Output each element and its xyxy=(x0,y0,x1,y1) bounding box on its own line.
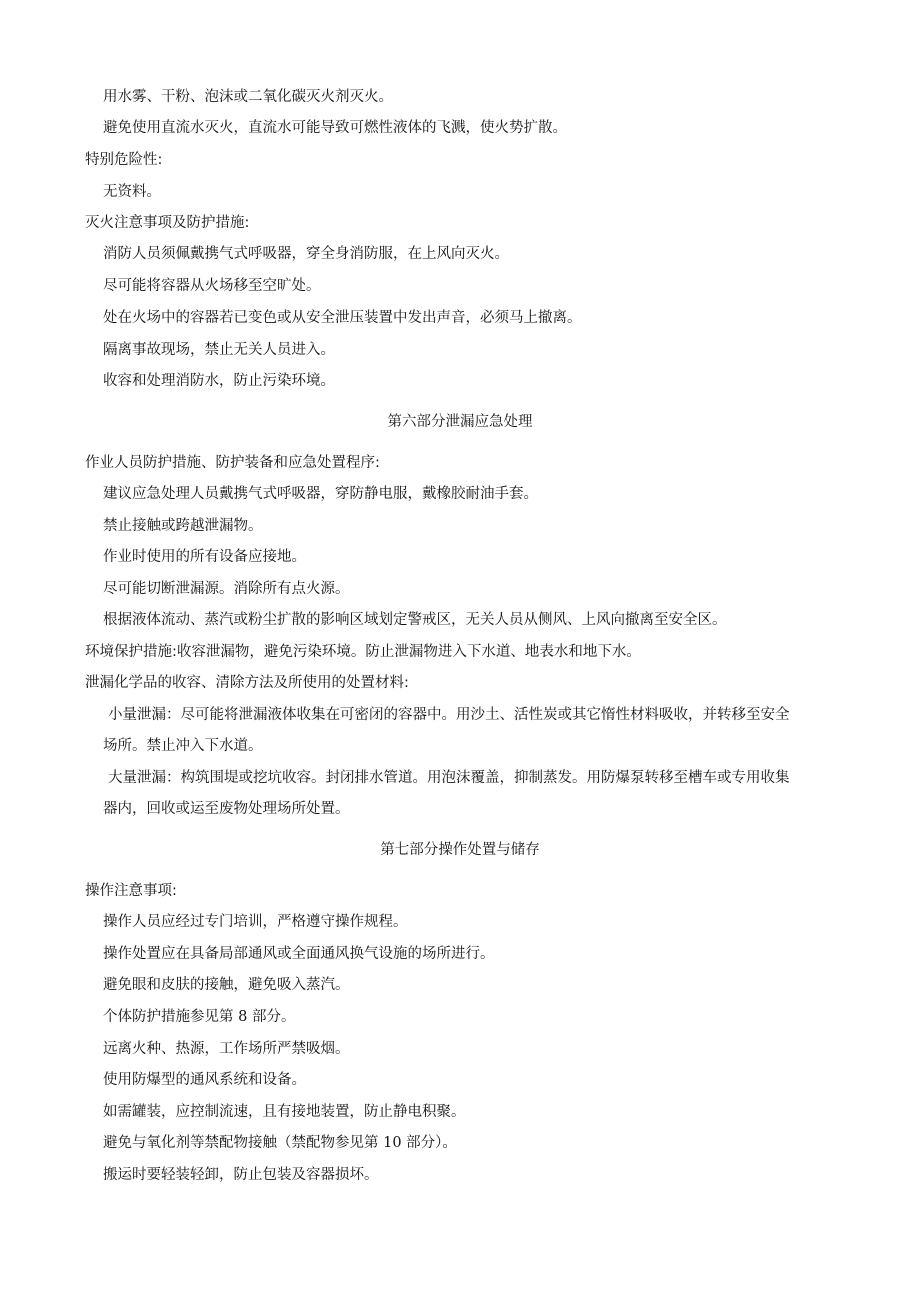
personnel-item: 尽可能切断泄漏源。消除所有点火源。 xyxy=(103,581,350,597)
special-hazard-text: 无资料。 xyxy=(103,184,161,200)
fire-precaution-item: 收容和处理消防水，防止污染环境。 xyxy=(103,373,335,389)
small-spill-text-cont: 场所。禁止冲入下水道。 xyxy=(103,738,263,754)
large-spill-text-cont: 器内，回收或运至废物处理场所处置。 xyxy=(103,801,350,817)
environment-protection-line xyxy=(85,642,641,662)
large-spill-text: 大量泄漏：构筑围堤或挖坑收容。封闭排水管道。用泡沫覆盖，抑制蒸发。用防爆泵转移至槽车或专用收集 xyxy=(108,770,790,786)
handling-item: 操作人员应经过专门培训，严格遵守操作规程。 xyxy=(103,914,408,930)
section-7-title: 第七部分操作处置与储存 xyxy=(380,842,540,858)
fire-precaution-item: 隔离事故现场，禁止无关人员进入。 xyxy=(103,342,335,358)
handling-item: 远离火种、热源，工作场所严禁吸烟。 xyxy=(103,1041,350,1057)
handling-item: 如需罐装，应控制流速，且有接地装置，防止静电积聚。 xyxy=(103,1104,466,1120)
small-spill-text: 小量泄漏：尽可能将泄漏液体收集在可密闭的容器中。用沙土、活性炭或其它惰性材料吸收，并转移至安全 xyxy=(108,707,790,723)
spill-cleanup-heading: 泄漏化学品的收容、清除方法及所使用的处置材料: xyxy=(85,675,409,691)
personnel-item: 作业时使用的所有设备应接地。 xyxy=(103,549,306,565)
handling-item: 操作处置应在具备局部通风或全面通风换气设施的场所进行。 xyxy=(103,946,495,962)
environment-protection-text: 收容泄漏物，避免污染环境。防止泄漏物进入下水道、地表水和地下水。 xyxy=(176,644,641,660)
handling-heading: 操作注意事项: xyxy=(85,883,177,899)
section-6-title: 第六部分泄漏应急处理 xyxy=(387,414,533,430)
fire-precaution-item: 处在火场中的容器若已变色或从安全泄压装置中发出声音，必须马上撤离。 xyxy=(103,310,582,326)
personnel-item: 建议应急处理人员戴携气式呼吸器，穿防静电服，戴橡胶耐油手套。 xyxy=(103,486,538,502)
handling-item: 搬运时要轻装轻卸，防止包装及容器损坏。 xyxy=(103,1167,379,1183)
handling-item: 避免眼和皮肤的接触，避免吸入蒸汽。 xyxy=(103,977,350,993)
fire-extinguish-line: 避免使用直流水灭火，直流水可能导致可燃性液体的飞溅，使火势扩散。 xyxy=(103,120,567,136)
fire-precautions-heading: 灭火注意事项及防护措施: xyxy=(85,215,250,231)
handling-item: 使用防爆型的通风系统和设备。 xyxy=(103,1072,306,1088)
handling-item: 个体防护措施参见第 8 部分。 xyxy=(103,1009,296,1025)
fire-precaution-item: 尽可能将容器从火场移至空旷处。 xyxy=(103,278,321,294)
special-hazard-heading: 特别危险性: xyxy=(85,152,163,168)
handling-item: 避免与氧化剂等禁配物接触（禁配物参见第 10 部分）。 xyxy=(103,1135,457,1151)
personnel-item: 根据液体流动、蒸汽或粉尘扩散的影响区域划定警戒区，无关人员从侧风、上风向撤离至安全区。 xyxy=(103,612,727,628)
fire-precaution-item: 消防人员须佩戴携气式呼吸器，穿全身消防服，在上风向灭火。 xyxy=(103,246,509,262)
environment-protection-label: 环境保护措施: xyxy=(85,644,177,660)
personnel-protection-heading: 作业人员防护措施、防护装备和应急处置程序: xyxy=(85,455,380,471)
fire-extinguish-line: 用水雾、干粉、泡沫或二氧化碳灭火剂灭火。 xyxy=(103,89,393,105)
personnel-item: 禁止接触或跨越泄漏物。 xyxy=(103,518,263,534)
